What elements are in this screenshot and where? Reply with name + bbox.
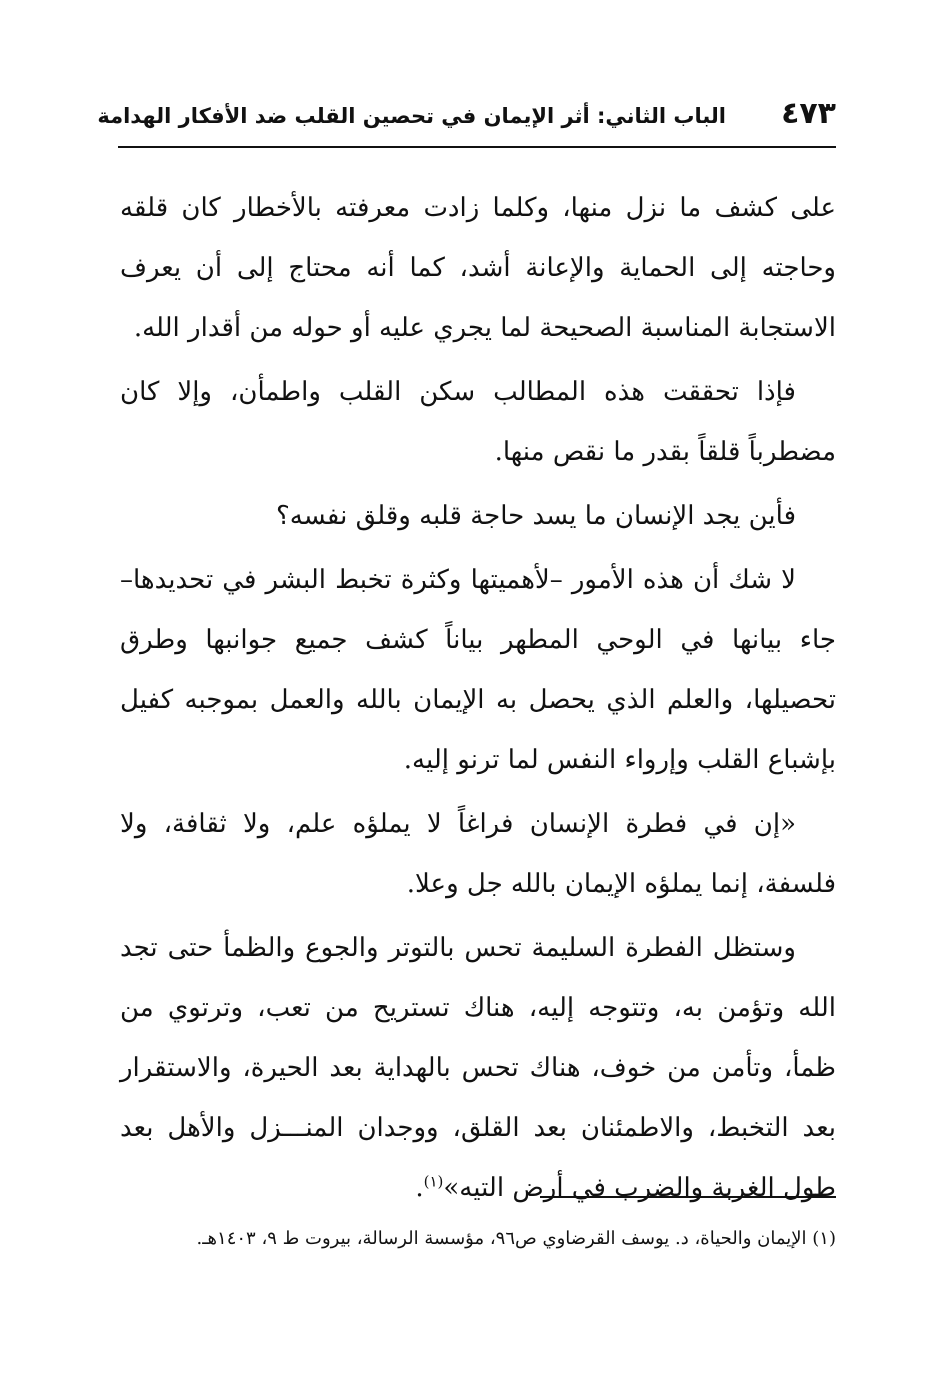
page-number: ٤٧٣ (781, 96, 836, 131)
paragraph-continuation: على كشف ما نزل منها، وكلما زادت معرفته بالأخطار كان قلقه وحاجته إلى الحماية والإعانة أشد، كما أنه محتاج إلى أن يعرف الاستجابة المناسبة الصحيحة لما يجري عليه أو حوله من أقدار الله. (120, 193, 836, 343)
quote-paragraph: «إن في فطرة الإنسان فراغاً لا يملؤه علم، ولا ثقافة، ولا فلسفة، إنما يملؤه الإيمان بالله جل وعلا. (120, 809, 836, 899)
footnote-separator (540, 1196, 836, 1198)
footnote-reference[interactable]: (١) (423, 1172, 444, 1191)
paragraph: لا شك أن هذه الأمور –لأهميتها وكثرة تخبط البشر في تحديدها– جاء بيانها في الوحي المطهر بياناً كشف جميع جوانبها وطرق تحصيلها، والعلم الذي يحصل به الإيمان بالله والعمل بموجبه كفيل بإشباع القلب وإرواء النفس لما ترنو إليه. (120, 565, 836, 775)
body-text (120, 178, 836, 1218)
page-header (97, 92, 836, 148)
final-period: . (415, 1173, 424, 1203)
quote-paragraph-end (120, 918, 836, 1218)
paragraph-question: فأين يجد الإنسان ما يسد حاجة قلبه وقلق نفسه؟ (275, 501, 796, 531)
running-title: الباب الثاني: أثر الإيمان في تحصين القلب ضد الأفكار الهدامة (97, 104, 726, 128)
paragraph: فإذا تحققت هذه المطالب سكن القلب واطمأن، وإلا كان مضطرباً قلقاً بقدر ما نقص منها. (120, 377, 836, 467)
footnote: (١) الإيمان والحياة، د. يوسف القرضاوي ص٩٦، مؤسسة الرسالة، بيروت ط ٩، ١٤٠٣هـ. (196, 1228, 836, 1249)
quote-text: وستظل الفطرة السليمة تحس بالتوتر والجوع والظمأ حتى تجد الله وتؤمن به، وتتوجه إليه، هناك تستريح من تعب، وترتوي من ظمأ، وتأمن من خوف، هناك تحس بالهداية بعد الحيرة، والاستقرار بعد التخبط، والاطمئنان بعد القلق، ووجدان المنـــزل والأهل بعد طول الغربة والضرب في أرض التيه» (120, 933, 836, 1203)
